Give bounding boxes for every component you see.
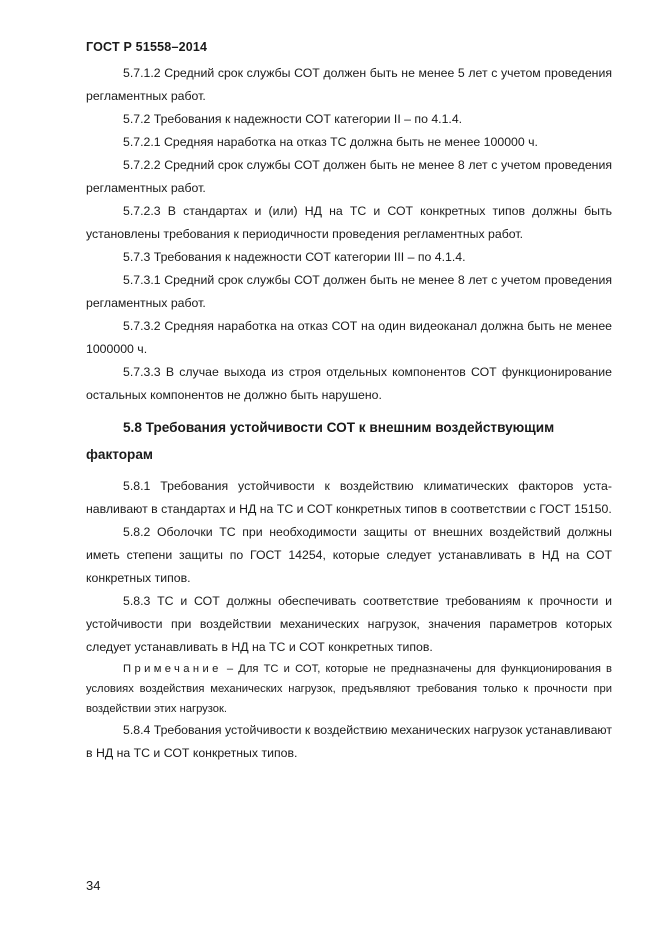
section-heading-5-8: 5.8 Требования устойчивости СОТ к внешним воздействующим факторам: [86, 420, 555, 462]
note-label: Примечание: [123, 663, 222, 675]
paragraph-5-7-3: 5.7.3 Требования к надежности СОТ категории III – по 4.1.4.: [123, 250, 466, 264]
paragraph-5-7-2-1: 5.7.2.1 Средняя наработка на отказ ТС должна быть не менее 100000 ч.: [123, 135, 538, 149]
paragraph-5-7-3-1: 5.7.3.1 Средний срок службы СОТ должен быть не менее 8 лет с учетом проведения регламентных работ.: [86, 273, 612, 310]
note-text: – Для ТС и СОТ, которые не предназначены для функционирования в условиях воздействия механических нагрузок, предъявляют требования только к прочности при воздействии этих нагрузок.: [86, 663, 612, 715]
paragraph-5-8-1: 5.8.1 Требования устойчивости к воздействию климатических факторов устанавливают в стандартах и НД на ТС и СОТ конкретных типов в соответствии с ГОСТ 15150.: [86, 479, 612, 516]
paragraph-5-8-2: 5.8.2 Оболочки ТС при необходимости защиты от внешних воздействий должны иметь степени защиты по ГОСТ 14254, которые следует устанавливать в НД на СОТ конкретных типов.: [86, 525, 612, 585]
note: [86, 659, 612, 719]
document-header: ГОСТ Р 51558–2014: [86, 40, 208, 54]
paragraph-5-8-4: 5.8.4 Требования устойчивости к воздействию механических нагрузок устанавливают в НД на ТС и СОТ конкретных типов.: [86, 723, 612, 760]
paragraph-5-7-3-2: 5.7.3.2 Средняя наработка на отказ СОТ на один видеоканал должна быть не менее 1000000 ч.: [86, 319, 612, 356]
paragraph-5-7-2-3: 5.7.2.3 В стандартах и (или) НД на ТС и СОТ конкретных типов должны быть установлены требования к периодичности проведения регламентных работ.: [86, 204, 612, 241]
paragraph-5-7-2: 5.7.2 Требования к надежности СОТ категории II – по 4.1.4.: [123, 112, 463, 126]
paragraph-5-7-2-2: 5.7.2.2 Средний срок службы СОТ должен быть не менее 8 лет с учетом проведения регламентных работ.: [86, 158, 612, 195]
paragraph-5-8-3: 5.8.3 ТС и СОТ должны обеспечивать соответствие требованиям к прочности и устойчивости при воздействии механических нагрузок, значения параметров которых следует устанавливать в НД на ТС и СОТ конкретных типов.: [86, 594, 612, 654]
paragraph-5-7-1-2: 5.7.1.2 Средний срок службы СОТ должен быть не менее 5 лет с учетом проведения регламентных работ.: [86, 66, 612, 103]
paragraph-5-7-3-3: 5.7.3.3 В случае выхода из строя отдельных компонентов СОТ функционирование остальных компонентов не должно быть нарушено.: [86, 365, 612, 402]
page-number: 34: [86, 878, 101, 893]
document-body: [86, 62, 612, 765]
